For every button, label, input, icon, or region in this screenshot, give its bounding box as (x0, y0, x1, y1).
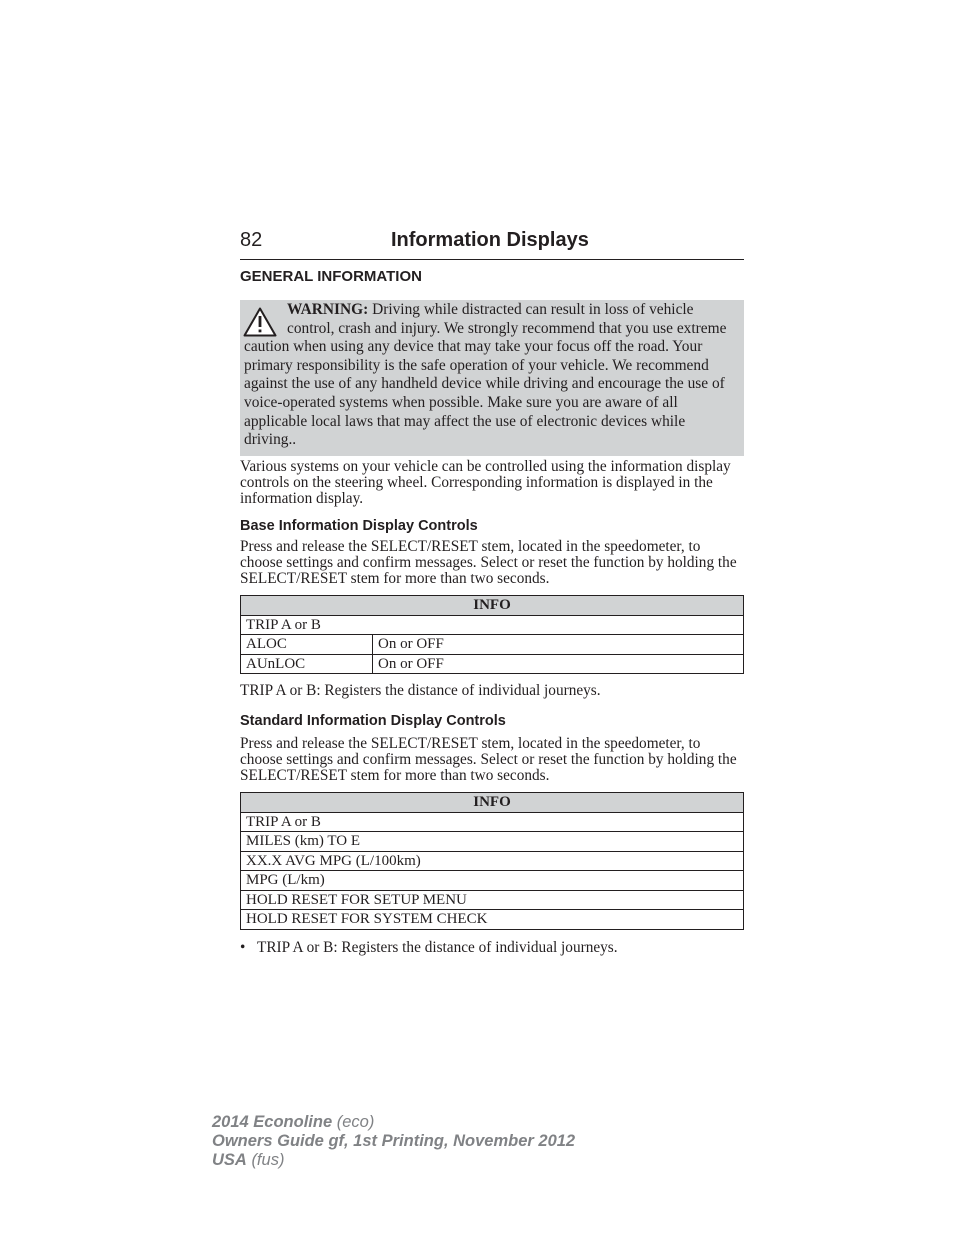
table-row (241, 654, 744, 674)
table-cell: HOLD RESET FOR SETUP MENU (241, 890, 744, 910)
table-cell: TRIP A or B (241, 615, 744, 635)
warning-body: Driving while distracted can result in loss of vehicle control, crash and injury. We strongly recommend that you use extreme caution when using any device that may take your focus off the road. Your primary responsibility is the safe operation of your vehicle. We recommend against the use of any handheld device while driving and encourage the use of voice-operated systems when possible. Make sure you are aware of all applicable local laws that may affect the use of electronic devices while driving.. (244, 301, 727, 449)
page-header (240, 229, 744, 260)
base-table-note: TRIP A or B: Registers the distance of individual journeys. (240, 682, 601, 699)
warning-label: WARNING: (287, 301, 369, 318)
footer-line-3: USA (fus) (212, 1151, 285, 1169)
base-info-table (240, 595, 744, 674)
table-cell: MILES (km) TO E (241, 832, 744, 852)
standard-controls-paragraph: Press and release the SELECT/RESET stem, located in the speedometer, to choose settings and confirm messages. Select or reset the function by holding the SELECT/RESET stem for more than two seconds. (240, 735, 737, 784)
table-header: INFO (241, 596, 744, 616)
table-row (241, 851, 744, 871)
footer-line-2: Owners Guide gf, 1st Printing, November 2012 (212, 1132, 576, 1150)
bullet-text: TRIP A or B: Registers the distance of individual journeys. (257, 939, 618, 956)
table-cell: MPG (L/km) (241, 871, 744, 891)
table-header-row (241, 793, 744, 813)
page-number: 82 (240, 229, 263, 251)
table-header: INFO (241, 793, 744, 813)
table-row (241, 812, 744, 832)
chapter-title: Information Displays (391, 229, 589, 251)
table-cell: ALOC (241, 635, 373, 655)
bullet-item (240, 939, 618, 957)
bullet-icon: • (240, 939, 246, 956)
table-row (241, 890, 744, 910)
footer-line-1: 2014 Econoline (eco) (212, 1113, 375, 1131)
section-heading: GENERAL INFORMATION (240, 268, 422, 285)
table-cell: On or OFF (373, 654, 744, 674)
standard-info-table (240, 792, 744, 930)
base-controls-heading: Base Information Display Controls (240, 518, 478, 534)
warning-box (240, 300, 744, 456)
table-cell: AUnLOC (241, 654, 373, 674)
table-cell: XX.X AVG MPG (L/100km) (241, 851, 744, 871)
table-row (241, 615, 744, 635)
table-row (241, 635, 744, 655)
table-row (241, 871, 744, 891)
table-cell: On or OFF (373, 635, 744, 655)
intro-paragraph: Various systems on your vehicle can be controlled using the information display controls on the steering wheel. Corresponding information is displayed in the information display. (240, 458, 731, 507)
table-cell: TRIP A or B (241, 812, 744, 832)
table-cell: HOLD RESET FOR SYSTEM CHECK (241, 910, 744, 930)
page-footer (212, 1113, 575, 1170)
table-row (241, 832, 744, 852)
table-row (241, 910, 744, 930)
table-header-row (241, 596, 744, 616)
warning-text (244, 301, 740, 450)
standard-controls-heading: Standard Information Display Controls (240, 713, 506, 729)
base-controls-paragraph: Press and release the SELECT/RESET stem, located in the speedometer, to choose settings and confirm messages. Select or reset the function by holding the SELECT/RESET stem for more than two seconds. (240, 538, 737, 587)
